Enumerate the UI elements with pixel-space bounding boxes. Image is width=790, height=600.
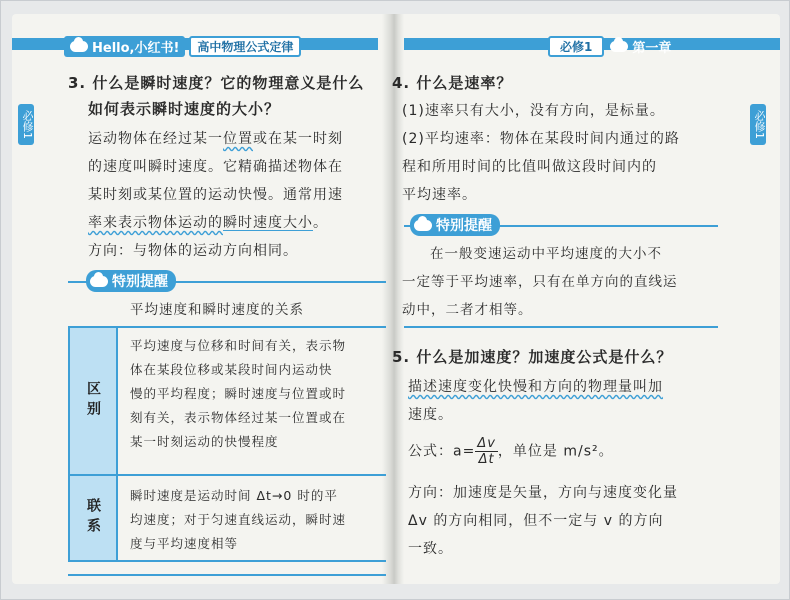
table-text: 慢的平均程度；瞬时速度与位置或时 [130,386,347,401]
table-text: 均速度；对于匀速直线运动，瞬时速 [130,512,347,527]
body-line-1 [88,128,343,148]
table-label-difference: 区别 [70,328,116,476]
bottom-rule-left [68,574,386,576]
tip-bottom-rule [404,326,718,328]
tip-label: 特别提醒 [436,218,492,234]
formula-line [408,436,614,467]
formula-fraction [475,436,498,467]
left-page-header [64,36,301,57]
comparison-table [68,326,386,562]
cloud-icon [610,41,628,52]
question-3-line-2: 如何表示瞬时速度的大小？ [88,100,281,118]
table-cell-relation [118,478,386,556]
book-title: 高中物理公式定律 [189,36,301,57]
table-text: 平均速度与位移和时间有关，表示物 [130,338,347,353]
body-line-2: 的速度叫瞬时速度。它精确描述物体在 [88,159,343,175]
table-cell-difference [118,328,386,454]
rate-point-2-line-1: (2)平均速率：物体在某段时间内通过的路 [402,131,680,147]
body-line-3: 某时刻或某位置的运动快慢。通常用速 [88,187,343,203]
tip-line-1: 在一般变速运动中平均速度的大小不 [430,246,662,262]
formula-prefix: 公式：a= [408,443,476,460]
direction-line: 方向：与物体的运动方向相同。 [88,243,298,259]
table-text: 度与平均速度相等 [130,536,239,551]
direction-line-3: 一致。 [408,541,453,557]
body-text: 率来表示物体运动的 [88,215,223,231]
table-text: 体在某段位移或某段时间内运动快 [130,362,333,377]
highlight-position: 位置 [223,131,253,147]
formula-numerator: Δv [477,436,496,451]
table-text: 刻有关，表示物体经过某一位置或在 [130,410,347,425]
chapter-label [610,37,671,56]
direction-line-2: Δv 的方向相同，但不一定与 v 的方向 [408,513,664,529]
body-text: 。 [313,215,328,231]
highlight-instant-speed: 瞬时速度大小 [223,215,313,231]
hello-text: Hello,小红书! [92,41,180,56]
tip-line-3: 动中，二者才相等。 [402,302,533,318]
rate-point-2-line-3: 平均速率。 [402,187,477,203]
body-text: 运动物体在经过某一 [88,131,223,147]
formula-suffix: ，单位是 m/s²。 [497,443,614,460]
tip-line-2: 一定等于平均速率，只有在单方向的直线运 [402,274,678,290]
right-page-header [548,36,671,57]
definition-line-2: 速度。 [408,407,453,423]
table-label-relation: 联系 [70,476,116,560]
body-line-4 [88,212,328,232]
hello-badge [64,36,185,57]
rate-point-1: (1)速率只有大小，没有方向，是标量。 [402,103,665,119]
volume-label: 必修1 [548,36,604,57]
table-row-divider [70,474,386,476]
chapter-text: 第一章 [632,41,672,56]
tip-badge-right [410,214,500,236]
definition-line-1 [408,376,663,396]
cloud-icon [414,220,432,231]
tip-title: 平均速度和瞬时速度的关系 [130,302,304,318]
cloud-icon [90,276,108,287]
question-5: 5. 什么是加速度？加速度公式是什么？ [392,348,673,366]
right-side-tab: 必修1 [750,104,766,145]
cloud-icon [70,41,88,52]
rate-point-2-line-2: 程和所用时间的比值叫做这段时间内的 [402,159,657,175]
table-text: 瞬时速度是运动时间 Δt→0 时的平 [130,488,338,503]
question-4: 4. 什么是速率？ [392,74,513,92]
question-3-line-1: 3. 什么是瞬时速度？它的物理意义是什么 [68,74,365,92]
formula-denominator: Δt [478,452,495,467]
left-side-tab: 必修1 [18,104,34,145]
definition-text: 描述速度变化快慢和方向的物理量叫加 [408,379,663,395]
direction-line-1: 方向：加速度是矢量，方向与速度变化量 [408,485,678,501]
body-text: 或在某一时刻 [253,131,343,147]
tip-badge-left [86,270,176,292]
tip-label: 特别提醒 [112,274,168,290]
table-text: 某一时刻运动的快慢程度 [130,434,279,449]
